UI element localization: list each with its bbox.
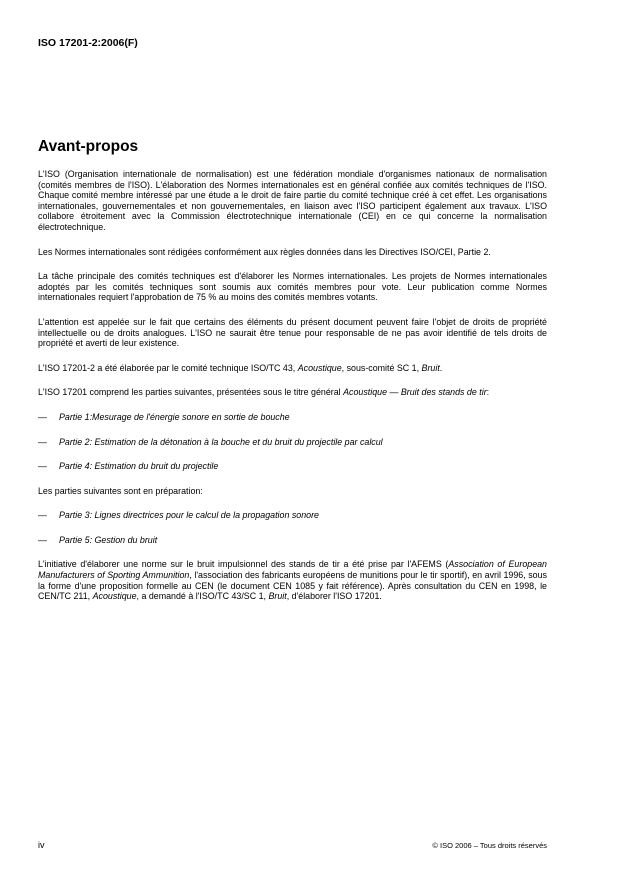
text-run: , d'élaborer l'ISO 17201. [286,591,382,602]
text-run-italic: Acoustique [297,362,342,373]
list-item-part [38,437,547,448]
paragraph-directives: Les Normes internationales sont rédigées conformément aux règles données dans les Directives ISO/CEI, Partie 2. [38,246,491,257]
copyright-notice: © ISO 2006 – Tous droits réservés [432,841,547,850]
dash-bullet: — [38,510,47,521]
text-run-italic: Bruit [421,362,440,373]
paragraph-in-preparation: Les parties suivantes sont en préparation: [38,485,203,496]
part-title: Partie 1:Mesurage de l'énergie sonore en sortie de bouche [59,411,290,422]
document-code: ISO 17201-2:2006(F) [38,37,138,49]
text-run-italic: Acoustique — Bruit des stands de tir [343,387,487,398]
text-run: L'initiative d'élaborer une norme sur le bruit impulsionnel des stands de tir a été prise par l'AFEMS ( [38,559,449,570]
text-run: : [486,387,490,398]
list-item-part-prep [38,535,547,546]
paragraph-prepared-by [38,363,547,374]
text-run: L'ISO 17201 comprend les parties suivantes, présentées sous le titre général [38,387,344,398]
part-title: Partie 3: Lignes directrices pour le calcul de la propagation sonore [59,510,319,521]
dash-bullet: — [38,461,47,472]
dash-bullet: — [38,436,47,447]
list-item-part [38,412,547,423]
page-number: iv [38,840,45,850]
dash-bullet: — [38,534,47,545]
foreword-body [38,169,547,616]
paragraph-technical-committees: La tâche principale des comités techniques est d'élaborer les Normes internationales. Les projets de Normes internationales adoptés par les comités techniques sont soumis aux comités membres pour vote. Leur publication comme Normes internationales requiert l'approbation de 75 % au moins des comités membres votants. [38,271,547,303]
paragraph-afems-initiative [38,559,547,601]
text-run: L'ISO 17201-2 a été élaborée par le comité technique ISO/TC 43, [38,362,298,373]
text-run: . [439,362,443,373]
paragraph-parts-intro [38,387,547,398]
text-run-italic: Acoustique [92,591,137,602]
paragraph-iso-intro: L'ISO (Organisation internationale de normalisation) est une fédération mondiale d'organismes nationaux de normalisation (comités membres de l'ISO). L'élaboration des Normes internationales est en général confiée aux comités techniques de l'ISO. Chaque comité membre intéressé par une étude a le droit de faire partie du comité technique créé à cet effet. Les organisations internationales, gouvernementales et non gouvernementales, en liaison avec l'ISO participent également aux travaux. L'ISO collabore étroitement avec la Commission électrotechnique internationale (CEI) en ce qui concerne la normalisation électrotechnique. [38,169,547,232]
text-run-italic: Association of European Manufacturers of Sporting Ammunition [38,559,547,581]
text-run: , l'association des fabricants européens de munitions pour le tir sportif), en avril 1996, sous la forme d'une proposition formelle au CEN (le document CEN 1085 y fait référence). Après consultation du CEN en 1998, le CEN/TC 211, [38,570,547,602]
part-title: Partie 4: Estimation du bruit du projectile [59,461,219,472]
paragraph-patent-rights: L'attention est appelée sur le fait que certains des éléments du présent document peuvent faire l'objet de droits de propriété intellectuelle ou de droits analogues. L'ISO ne saurait être tenue pour responsable de ne pas avoir identifié de tels droits de propriété et averti de leur existence. [38,316,547,349]
section-title: Avant-propos [38,138,139,155]
part-title: Partie 5: Gestion du bruit [59,534,158,545]
dash-bullet: — [38,411,47,422]
list-item-part [38,461,547,472]
text-run-italic: Bruit [268,591,287,602]
text-run: , sous-comité SC 1, [341,362,422,373]
text-run: , a demandé à l'ISO/TC 43/SC 1, [136,591,269,602]
list-item-part-prep [38,510,547,521]
part-title: Partie 2: Estimation de la détonation à la bouche et du bruit du projectile par calcul [59,436,383,447]
